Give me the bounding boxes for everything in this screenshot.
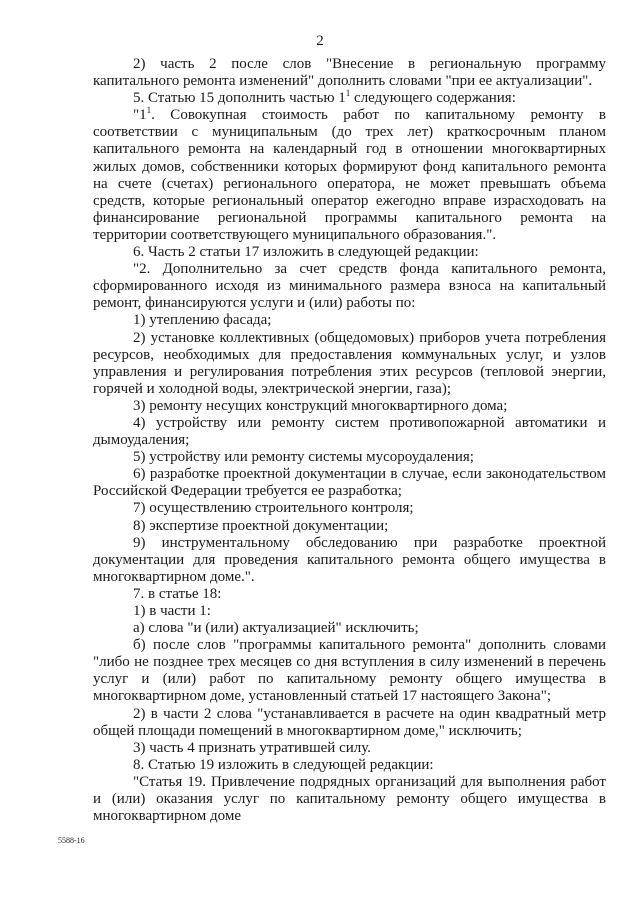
list-item-meters: 2) установке коллективных (общедомовых) приборов учета потребления ресурсов, необходимых для предоставления коммунальных услуг, и узлов управления и регулирования потребления этих ресурсов (тепловой энергии, горячей и холодной воды, электрической энергии, газа); (93, 329, 606, 397)
paragraph-article-19-title: "Статья 19. Привлечение подрядных организаций для выполнения работ и (или) оказания услуг по капитальному ремонту общего имущества в многоквартирном доме (93, 773, 606, 825)
clause-5-text: 5. Статью 15 дополнить частью 1 (133, 90, 346, 107)
part-1-1-text: . Совокупная стоимость работ по капитальному ремонту в соответствии с муниципальным (до трех лет) краткосрочным планом капитального ремонта на календарный год в отношении многоквартирных жилых домов, собственники которых формируют фонд капитального ремонта на счете (счетах) регионального оператора, не может превышать объема средств, которые региональный оператор ежегодно вправе израсходовать на финансирование региональной программы капитального ремонта на территории соответствующего муниципального образования.". (93, 107, 606, 243)
paragraph-clause-7-a: а) слова "и (или) актуализацией" исключить; (133, 620, 419, 637)
paragraph-clause-6: 6. Часть 2 статьи 17 изложить в следующей редакции: (133, 244, 479, 261)
clause-5-text-end: следующего содержания: (350, 90, 516, 107)
paragraph-clause-7-part-3: 3) часть 4 признать утратившей силу. (133, 739, 372, 756)
list-item-structures: 3) ремонту несущих конструкций многоквартирного дома; (133, 397, 508, 414)
paragraph-clause-7-b: б) после слов "программы капитального ремонта" дополнить словами "либо не позднее трех месяцев со дня вступления в силу изменений в перечень услуг и (или) работ по капитальному ремонту общего имущества в многоквартирном доме, установленный статьей 17 настоящего Закона"; (93, 637, 606, 705)
list-item-project-docs: 6) разработке проектной документации в случае, если законодательством Российской Федерации требуется ее разработка; (93, 466, 606, 500)
page-number: 2 (316, 33, 324, 49)
paragraph-clause-8: 8. Статью 19 изложить в следующей редакции: (133, 756, 434, 773)
paragraph-part-1-1 (93, 107, 606, 244)
part-1-1-number: "1 (133, 107, 147, 124)
paragraph-clause-2-amendment: 2) часть 2 после слов "Внесение в региональную программу капитального ремонта изменений" дополнить словами "при ее актуализации". (93, 56, 606, 90)
list-item-inspection: 9) инструментальному обследованию при разработке проектной документации для проведения капитального ремонта общего имущества в многоквартирном доме.". (93, 534, 606, 585)
list-item-insulation: 1) утеплению фасада; (133, 312, 272, 329)
list-item-garbage-chute: 5) устройству или ремонту системы мусороудаления; (133, 449, 474, 466)
paragraph-clause-5 (93, 90, 606, 107)
superscript-index: 1 (146, 105, 152, 116)
paragraph-clause-7: 7. в статье 18: (133, 585, 222, 602)
list-item-fire-automation: 4) устройству или ремонту систем противопожарной автоматики и дымоудаления; (93, 414, 606, 449)
paragraph-article-17-part-2: "2. Дополнительно за счет средств фонда капитального ремонта, сформированного исходя из минимального размера взноса на капитальный ремонт, финансируются услуги и (или) работы по: (93, 261, 606, 312)
paragraph-clause-7-part-2: 2) в части 2 слова "устанавливается в расчете на один квадратный метр общей площади помещений в многоквартирном доме," исключить; (93, 705, 606, 739)
list-item-expertise: 8) экспертизе проектной документации; (133, 517, 389, 534)
document-body (93, 56, 606, 825)
superscript-index: 1 (345, 88, 351, 99)
list-item-construction-control: 7) осуществлению строительного контроля; (133, 500, 414, 517)
document-code: 5588-16 (58, 836, 85, 845)
paragraph-clause-7-part-1: 1) в части 1: (133, 603, 211, 619)
